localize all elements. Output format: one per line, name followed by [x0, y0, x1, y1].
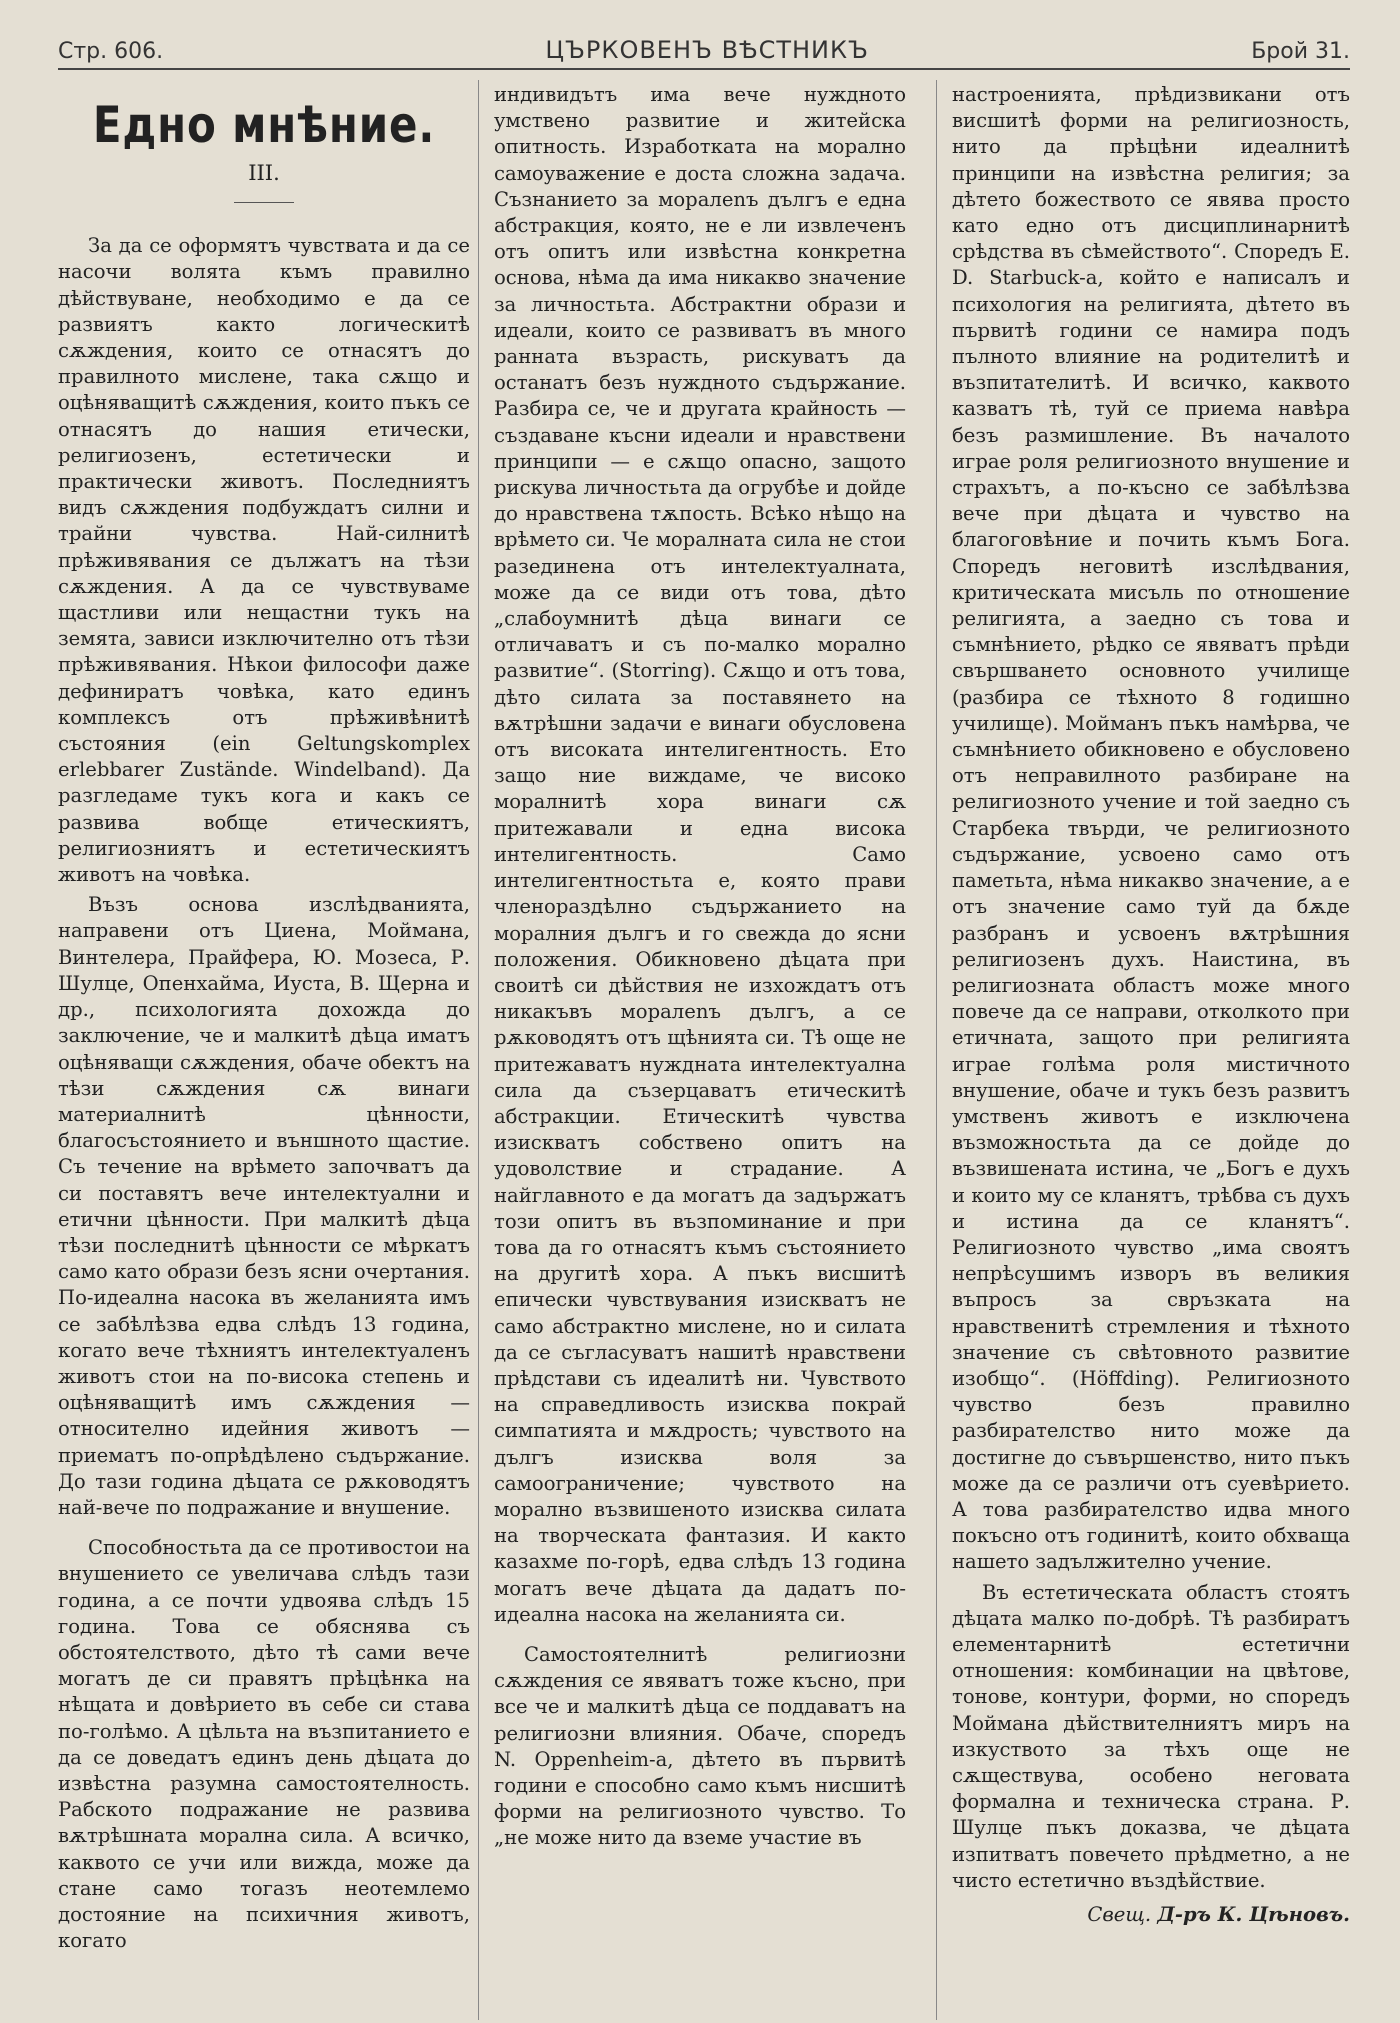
paragraph: Самостоятелнитѣ религиозни сѫждения се явяватъ тоже късно, при все че и малкитѣ дѣца се поддаватъ на религиозни влияния. Обаче, споредъ N. Oppenheim-а, дѣтето въ първитѣ години е способно само къмъ нисшитѣ форми на религиозното чувство. То „не може нито да вземе участие въ — [494, 1642, 906, 1850]
page-number: Стр. 606. — [58, 39, 164, 64]
article-part-number: III. — [248, 161, 280, 185]
masthead: ЦЪРКОВЕНЪ ВѢСТНИКЪ — [545, 36, 870, 64]
column-3 — [952, 82, 1350, 1928]
paragraph: За да се оформятъ чувствата и да се насочи волята къмъ правилно дѣйствуване, необходимо е да се развиятъ както логическитѣ сѫждения, които се отнасятъ до правилното мислене, така сѫщо и оцѣняващитѣ сѫждения, които пъкъ се отнасятъ до нашия етически, религиозенъ, естетически и практически животъ. Последниятъ видъ сѫждения подбуждатъ силни и трайни чувства. Най-силнитѣ прѣживявания се дължатъ на тѣзи сѫждения. А да се чувствуваме щастливи или нещастни тукъ на земята, зависи изключително отъ тѣзи прѣживявания. Нѣкои философи даже дефиниратъ човѣка, като единъ комплексъ отъ прѣживѣнитѣ състояния (ein Geltungskomplex erlebbarer Zustände. Windelband). Да разгледаме тукъ кога и какъ се развива вобще етическиятъ, религиозниятъ и естетическиятъ животъ на човѣка. — [58, 234, 470, 887]
column-2 — [494, 82, 906, 1852]
title-divider — [234, 202, 294, 203]
paragraph: Способностьта да се противостои на внушението се увеличава слѣдъ тази година, а се почти удвоява слѣдъ 15 година. Това се обяснява съ обстоятелството, дѣто тѣ сами вече могатъ де си правятъ прѣцѣнка на нѣщата и довѣрието въ себе си става по-голѣмо. А цѣльта на възпитанието е да се доведатъ единъ день дѣцата до извѣстна разумна самостоятелность. Рабското подражание не развива вѫтрѣшната морална сила. А всичко, каквото се учи или вижда, може да стане само тогазъ неотемлемо достояние на психичния животъ, когато — [58, 1536, 470, 1953]
column-divider — [936, 80, 937, 2020]
author-signature — [952, 1902, 1350, 1928]
running-head — [58, 20, 1350, 70]
signature-prefix: Свещ. — [1087, 1903, 1152, 1927]
article-title: Едно мнѣние. — [92, 96, 436, 154]
column-divider — [478, 80, 479, 2020]
paragraph: Въ естетическата областъ стоятъ дѣцата малко по-добрѣ. Тѣ разбиратъ елементарнитѣ естетични отношения: комбинации на цвѣтове, тонове, контури, форми, но споредъ Моймана дѣйствителниятъ миръ на изкуството за тѣхъ още не сѫществува, особено неговата формална и техническа страна. Р. Шулце пъкъ доказва, че дѣцата изпитватъ повечето прѣдметно, а не чисто естетично въздѣйствие. — [952, 1580, 1350, 1892]
column-1 — [58, 82, 470, 1954]
signature-name: Д-ръ К. Цѣновъ. — [1157, 1903, 1350, 1927]
issue-number: Брой 31. — [1251, 39, 1350, 64]
paragraph: Възъ основа изслѣдванията, направени отъ Циена, Моймана, Винтелера, Прайфера, Ю. Мозеса, Р. Шулце, Опенхайма, Иуста, В. Щерна и др., психологията дохожда до заключение, че и малкитѣ дѣца иматъ оцѣняващи сѫждения, обаче обектъ на тѣзи сѫждения сѫ винаги материалнитѣ цѣнности, благосъстоянието и външното щастие. Съ течение на врѣмето започватъ да си поставятъ вече интелектуални и етични цѣнности. При малкитѣ дѣца тѣзи последнитѣ цѣнности се мѣркатъ само като образи безъ ясни очертания. По-идеална насока въ желанията имъ се забѣлѣзва едва слѣдъ 13 година, когато вече тѣхниятъ интелектуаленъ животъ стои на по-висока степень и оцѣняващитѣ имъ сѫждения — относително идейния животъ — приематъ по-опрѣдѣлено съдържание. До тази година дѣцата се рѫководятъ най-вече по подражание и внушение. — [58, 893, 470, 1519]
paragraph: индивидътъ има вече нуждното умствено развитие и житейска опитность. Изработката на морално самоуважение е доста сложна задача. Съзнанието за моралenъ дългъ е една абстракция, която, не е ли извлеченъ отъ опитъ или извѣстна конкретна основа, нѣма да има никакво значение за личностьта. Абстрактни образи и идеали, които се развиватъ въ много ранната възрасть, рискуватъ да останатъ безъ нуждното съдържание. Разбира се, че и другата крайность — създаване късни идеали и нравствени принципи — е сѫщо опасно, защото рискува личностьта да огрубѣе и дойде до нравствена тѫпость. Всѣко нѣщо на врѣмето си. Че моралната сила не стои разединена отъ интелектуалната, може да се види отъ това, дѣто „слабоумнитѣ дѣца винаги се отличаватъ и съ по-малко морално развитие“. (Storring). Сѫщо и отъ това, дѣто силата за поставянето на вѫтрѣшни задачи е винаги обусловена отъ високата интелигентность. Ето защо ние виждаме, че високо моралнитѣ хора винаги сѫ притежавали и една висока интелигентность. Само интелигентностьта е, която прави членораздѣлно съдържанието на моралния дългъ и го свежда до ясни положения. Обикновено дѣцата при своитѣ си дѣйствия не изхождатъ отъ никакъвъ моралenъ дългъ, а се рѫководятъ отъ щѣнията си. Тѣ още не притежаватъ нуждната интелектуална сила да съзерцаватъ етическитѣ абстракции. Етическитѣ чувства изискватъ собствено опитъ на удоволствие и страдание. А найглавното е да могатъ да задържатъ този опитъ въ възпоминание и при това да го отнасятъ къмъ състоянието на другитѣ хора. А пъкъ висшитѣ епически чувствувания изискватъ не само абстрактно мислене, но и силата да се съгласуватъ нашитѣ нравствени прѣдстави съ идеалитѣ ни. Чувството на справедливость изисква покрай симпатията и мѫдрость; чувството на дългъ изисква воля за самоограничение; чувството на морално възвишеното изисква силата на творческата фантазия. И както казахме по-горѣ, едва слѣдъ 13 година могатъ вече дѣцата да дадатъ по-идеална насока на желанията си. — [494, 83, 906, 1626]
paragraph: настроенията, прѣдизвикани отъ висшитѣ форми на религиозность, нито да прѣцѣни идеалнитѣ принципи на извѣстна религия; за дѣтето божеството се явява просто като едно отъ дисциплинарнитѣ срѣдства въ сѣмейството“. Споредъ E. D. Starbuck-а, който е написалъ и психология на религията, дѣтето въ първитѣ години се намира подъ пълното влияние на родителитѣ и възпитателитѣ. И всичко, каквото казватъ тѣ, туй се приема навѣра безъ размишление. Въ началото играе роля религиозното внушение и страхътъ, а по-късно се забѣлѣзва вече при дѣцата и чувство на благоговѣние и почить къмъ Бога. Споредъ неговитѣ изслѣдвания, критическата мисъль по отношение религията, а заедно съ това и съмнѣнието, рѣдко се явяватъ прѣди свършването основното училище (разбира се тѣхното 8 годишно училище). Мойманъ пъкъ намѣрва, че съмнѣнието обикновено е обусловено отъ неправилното разбиране на религиозното учение и той заедно съ Старбека твърди, че религиозното съдържание, усвоено само отъ паметьта, нѣма никакво значение, а е отъ значение само туй да бѫде разбранъ и усвоенъ вѫтрѣшния религиозенъ духъ. Наистина, въ религиозната областъ може много повече да се направи, отколкото при етичната, защото при религията играе голѣма роля мистичното внушение, обаче и тукъ безъ развитъ умственъ животъ е изключена възможностьта да се дойде до възвишената истина, че „Богъ е духъ и които му се кланятъ, трѣбва съ духъ и истина да се кланятъ“. Религиозното чувство „има своятъ непрѣсушимъ изворъ въ великия въпросъ за свръзката на нравственитѣ стремления и тѣхното значение съ свѣтовното развитие изобщо“. (Höffding). Религиозното чувство безъ правилно разбирателство нито може да достигне до съвършенство, нито пъкъ може да се различи отъ суевѣрието. А това разбирателство идва много покъсно отъ годинитѣ, които обхваща нашето задължително учение. — [952, 83, 1350, 1574]
